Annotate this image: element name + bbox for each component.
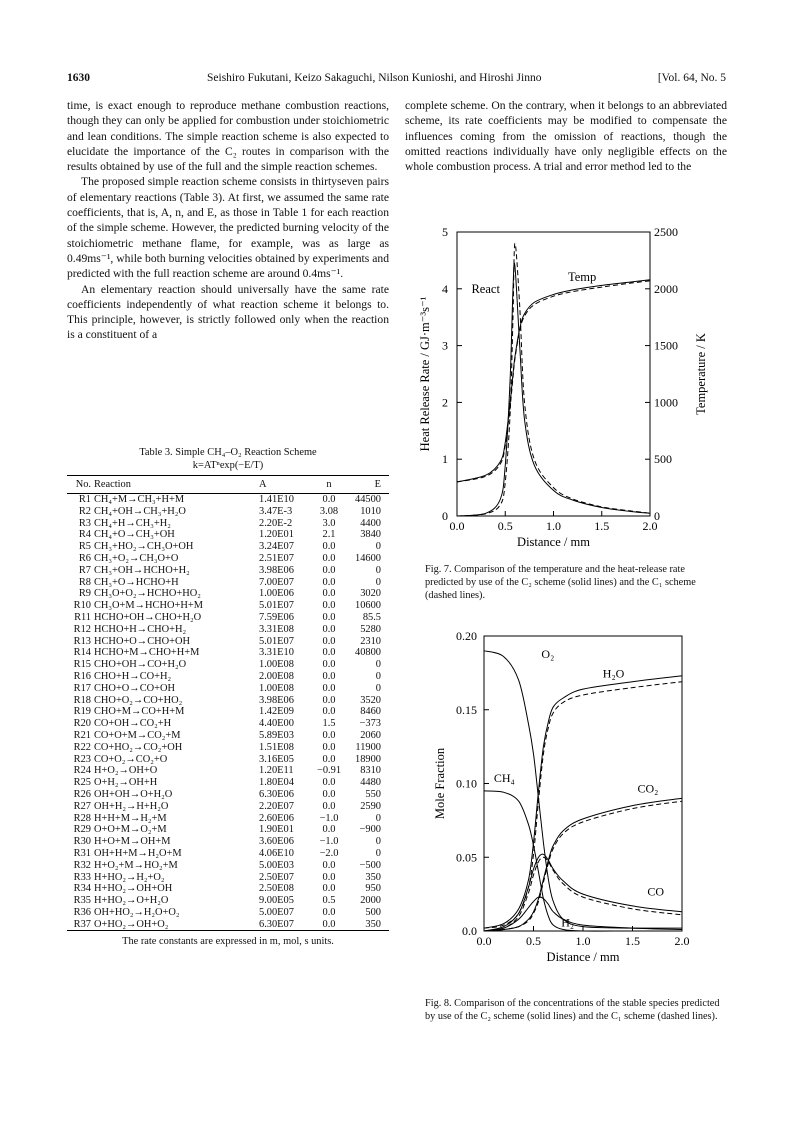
series-temp-solid [457,280,650,482]
series-line-solid [484,897,682,931]
cell-no: R3 [78,517,91,529]
y-tick-label: 0.10 [456,776,477,791]
header-a: A [259,476,315,494]
table-row [67,647,389,659]
table-row [67,506,389,518]
x-axis-label: Distance / mm [517,535,590,549]
table-row [67,624,389,636]
table-formula: k=ATⁿexp(−E/T) [192,460,264,471]
table-row [67,565,389,577]
cell-a: 2.20E-2 [259,517,293,529]
cell-no: R25 [73,777,91,789]
cell-reaction: CHO+O→CO+OH [94,682,175,694]
cell-a: 1.80E04 [259,777,294,789]
cell-n: 0.0 [322,694,336,706]
running-header [67,72,726,88]
table-row [67,541,389,553]
table-row [67,777,389,789]
cell-e: 0 [375,659,381,671]
cell-n: 0.0 [322,777,336,789]
right-tick-label: 1500 [654,338,678,353]
cell-a: 1.00E06 [259,588,294,600]
x-tick-label: 0.5 [497,519,513,533]
cell-no: R24 [73,765,91,777]
cell-a: 1.41E10 [259,494,294,505]
cell-reaction: H+HO₂→H₂+O₂ [94,871,165,883]
cell-a: 2.60E06 [259,812,294,824]
table-row [67,765,389,777]
cell-no: R9 [78,588,91,600]
cell-reaction: CHO+H→CO+H₂ [94,670,172,682]
cell-a: 5.89E03 [259,729,294,741]
volume-info: [Vol. 64, No. 5 [657,72,726,84]
cell-no: R19 [73,706,91,718]
x-tick-label: 2.0 [674,934,690,948]
label-ch4: CH₄ [493,771,515,786]
x-axis-label: Distance / mm [546,950,620,964]
cell-e: 350 [365,871,381,883]
cell-reaction: CH₄+OH→CH₃+H₂O [94,505,186,517]
cell-no: R29 [73,824,91,836]
cell-e: 0 [375,576,381,588]
header-reaction: Reaction [94,476,259,494]
cell-a: 3.31E10 [259,647,294,659]
cell-n: 0.0 [315,919,343,931]
cell-n: 0.0 [322,576,336,588]
paragraph: The proposed simple reaction scheme consists in thirtyseven pairs of elementary reactions (Table 3). At first, we assumed the same rate coefficients, that is, A, n, and E, as those in Table 1 for each reaction of the simple scheme. However, the predicted burning velocity of the stoichiometric methane flame, for example, was as large as 0.49ms⁻¹, while both burning velocities obtained by experiments and predicted with the full reaction scheme are around 0.4ms⁻¹. [67,175,389,281]
header-n: n [315,476,343,494]
cell-reaction: H+O+M→OH+M [94,836,171,848]
cell-n: 0.0 [322,824,336,836]
table-row [67,789,389,801]
table-row [67,919,389,931]
right-tick-label: 500 [654,452,672,467]
y-tick-label: 0.05 [456,850,477,865]
y-tick-label: 0.15 [456,702,477,717]
cell-reaction: CH₃+OH→HCHO+H₂ [94,564,190,576]
cell-reaction: O+O+M→O₂+M [94,824,167,836]
cell-no: R27 [73,800,91,812]
table-row [67,706,389,718]
cell-e: 4480 [360,777,381,789]
cell-e: 3020 [360,588,381,600]
cell-n: 0.0 [322,552,336,564]
cell-n: 0.0 [322,682,336,694]
cell-a: 1.51E08 [259,741,294,753]
cell-e: 0 [375,564,381,576]
cell-a: 2.50E08 [259,883,294,895]
cell-n: −1.0 [319,836,339,848]
cell-n: 2.1 [322,529,336,541]
cell-reaction: CH₃O+M→HCHO+H+M [94,600,203,612]
right-tick-label: 2500 [654,225,678,239]
cell-e: 40800 [355,647,381,659]
cell-a: 2.20E07 [259,800,294,812]
cell-no: R31 [73,847,91,859]
table-row [67,742,389,754]
table-row [67,883,389,895]
cell-a: 5.00E03 [259,859,294,871]
x-tick-label: 0.0 [449,519,465,533]
cell-no: R26 [73,788,91,800]
cell-reaction: CH₄+H→CH₃+H₂ [94,517,171,529]
table-row [67,683,389,695]
right-column-text [405,98,727,174]
cell-no: R30 [73,836,91,848]
cell-e: 0 [375,670,381,682]
x-tick-label: 1.0 [575,934,591,948]
cell-no: R8 [78,576,91,588]
table-row [67,872,389,884]
cell-e: −900 [359,824,381,836]
y-axis-label: Mole Fraction [433,747,447,820]
cell-a: 3.16E05 [259,753,294,765]
cell-no: R12 [73,623,91,635]
cell-e: 8460 [360,706,381,718]
cell-n: 0.0 [322,906,336,918]
cell-no: R33 [73,871,91,883]
cell-no: R5 [78,541,91,553]
cell-a: 2.00E08 [259,670,294,682]
cell-a: 4.40E00 [259,718,294,730]
cell-reaction: CH₄+O→CH₃+OH [94,529,175,541]
table-row [67,801,389,813]
cell-reaction: H+HO₂→OH+OH [94,883,173,895]
table-row [67,494,389,506]
cell-n: 0.0 [322,729,336,741]
cell-no: R20 [73,718,91,730]
cell-no: R10 [73,600,91,612]
cell-no: R15 [73,659,91,671]
cell-reaction: HCHO+OH→CHO+H₂O [94,611,202,623]
x-tick-label: 1.5 [625,934,640,948]
cell-no: R18 [73,694,91,706]
cell-n: 0.0 [322,600,336,612]
cell-no: R37 [67,919,94,931]
cell-n: 3.08 [319,505,339,517]
cell-n: 0.0 [322,883,336,895]
table-row [67,659,389,671]
cell-n: 0.0 [322,788,336,800]
cell-reaction: CHO+OH→CO+H₂O [94,659,187,671]
cell-a: 1.20E11 [259,765,294,777]
cell-e: 0 [375,847,381,859]
cell-reaction: CO+OH→CO₂+H [94,718,172,730]
cell-reaction: CH₃O+O₂→HCHO+HO₂ [94,588,201,600]
left-tick-label: 4 [442,281,448,296]
cell-no: R34 [73,883,91,895]
figure-8-chart [420,622,720,992]
header-no: No. [67,476,94,494]
paragraph: An elementary reaction should universally have the same rate coefficients independently of what reaction scheme it belongs to. This principle, however, is strictly followed only when the reaction is a constituent of a [67,282,389,342]
table-header-row [67,476,389,494]
x-tick-label: 1.5 [594,519,610,533]
cell-a: 3.24E07 [259,541,294,553]
cell-reaction: HCHO+H→CHO+H₂ [94,623,187,635]
cell-reaction: H+O₂+M→HO₂+M [94,859,178,871]
cell-reaction: OH+HO₂→H₂O+O₂ [94,906,180,918]
left-axis-label: Heat Release Rate / GJ·m⁻³s⁻¹ [418,296,432,452]
cell-e: 950 [365,883,381,895]
y-tick-label: 0.0 [462,924,477,938]
cell-no: R2 [78,505,91,517]
label-h2o: H₂O [602,666,625,681]
cell-e: 350 [343,919,389,931]
paragraph: time, is exact enough to reproduce methane combustion reactions, though they can only be applied for combustion under stoichiometric and lean conditions. The simple reaction scheme is also expected to elucidate the importance of the C₂ routes in comparison with the results obtained by use of the full and the simple reaction schemes. [67,99,389,174]
cell-n: 0.0 [322,635,336,647]
cell-n: 0.0 [322,741,336,753]
table-3 [67,446,389,947]
table-row [67,671,389,683]
cell-reaction: CO+O₂→CO₂+O [94,753,168,765]
table-row [67,836,389,848]
cell-a: 3.47E-3 [259,505,293,517]
cell-n: 1.5 [322,718,336,730]
cell-reaction: H+O₂→OH+O [94,765,158,777]
y-tick-label: 0.20 [456,629,477,643]
table-row [67,588,389,600]
cell-a: 5.00E07 [259,906,294,918]
series-react-solid [457,263,650,516]
cell-a: 3.31E08 [259,623,294,635]
cell-n: −2.0 [319,847,339,859]
cell-reaction: O+HO₂→OH+O₂ [94,919,259,931]
cell-no: R35 [73,895,91,907]
cell-e: 5280 [360,623,381,635]
label-h2: H₂ [561,915,575,930]
cell-n: −1.0 [319,812,339,824]
cell-a: 5.01E07 [259,600,294,612]
series-line-solid [484,798,682,931]
cell-n: 0.0 [322,871,336,883]
cell-n: 0.0 [322,659,336,671]
cell-n: 0.0 [322,647,336,659]
figure-7-caption: Fig. 7. Comparison of the temperature and the heat-release rate predicted by use of the C₂ scheme (solid lines) and the C₁ scheme (dashed lines). [425,564,696,602]
label-temp: Temp [567,269,597,284]
cell-a: 3.98E06 [259,564,294,576]
cell-n: 0.5 [322,895,336,907]
header-e: E [343,476,389,494]
cell-n: 0.0 [322,800,336,812]
table-row [67,553,389,565]
right-tick-label: 2000 [654,281,678,296]
cell-e: 500 [365,906,381,918]
label-react: React [471,281,500,296]
cell-a: 2.50E07 [259,871,294,883]
cell-reaction: CH₄+M→CH₃+H+M [94,494,185,505]
cell-a: 7.59E06 [259,611,294,623]
cell-e: 1010 [360,505,381,517]
cell-no: R4 [78,529,91,541]
cell-e: 3840 [360,529,381,541]
cell-e: 550 [365,788,381,800]
cell-e: 0 [375,812,381,824]
label-o2: O₂ [541,647,555,662]
cell-reaction: CHO+O₂→CO+HO₂ [94,694,183,706]
cell-n: 0.0 [322,541,336,553]
cell-e: 2000 [360,895,381,907]
label-co: CO [647,884,665,899]
cell-a: 3.60E06 [259,836,294,848]
cell-a: 6.30E07 [259,919,315,931]
cell-n: 3.0 [322,517,336,529]
cell-a: 1.42E09 [259,706,294,718]
cell-a: 1.00E08 [259,659,294,671]
cell-reaction: O+H₂→OH+H [94,777,158,789]
figure-8-caption: Fig. 8. Comparison of the concentrations of the stable species predicted by use of the C₂ scheme (solid lines) and the C₁ scheme (dashed lines). [425,998,720,1023]
right-tick-label: 0 [654,509,660,523]
cell-reaction: H+HO₂→O+H₂O [94,895,169,907]
cell-a: 6.30E06 [259,788,294,800]
cell-a: 1.00E08 [259,682,294,694]
cell-no: R14 [73,647,91,659]
table-row [67,612,389,624]
cell-no: R6 [78,552,91,564]
cell-no: R1 [78,494,91,505]
cell-e: 0 [375,836,381,848]
cell-e: 0 [375,682,381,694]
cell-e: 44500 [355,494,381,505]
cell-reaction: HCHO+O→CHO+OH [94,635,191,647]
cell-e: 14600 [355,552,381,564]
cell-no: R21 [73,729,91,741]
cell-a: 9.00E05 [259,895,294,907]
cell-n: 0.0 [322,706,336,718]
cell-reaction: OH+H₂→H+H₂O [94,800,169,812]
cell-no: R16 [73,670,91,682]
cell-a: 2.51E07 [259,552,294,564]
cell-n: −0.91 [316,765,342,777]
cell-no: R13 [73,635,91,647]
cell-reaction: OH+OH→O+H₂O [94,788,173,800]
cell-a: 7.00E07 [259,576,294,588]
cell-a: 1.20E01 [259,529,294,541]
table-row [67,848,389,860]
cell-reaction: CO+HO₂→CO₂+OH [94,741,183,753]
plot-frame [457,232,650,516]
cell-e: 2060 [360,729,381,741]
cell-reaction: CHO+M→CO+H+M [94,706,185,718]
cell-no: R11 [74,611,91,623]
x-tick-label: 2.0 [642,519,658,533]
cell-reaction: CH₃+O₂→CH₃O+O [94,552,179,564]
table-row [67,695,389,707]
left-column-text [67,98,389,343]
x-tick-label: 0.0 [476,934,492,948]
x-tick-label: 1.0 [546,519,561,533]
cell-reaction: H+H+M→H₂+M [94,812,167,824]
cell-e: 85.5 [362,611,381,623]
table-row [67,518,389,530]
cell-reaction: CH₃+O→HCHO+H [94,576,179,588]
cell-no: R7 [78,564,91,576]
cell-e: 18900 [355,753,381,765]
cell-e: 11900 [355,741,381,753]
series-temp-dashed [457,281,650,482]
left-tick-label: 3 [442,338,448,353]
table-title: Table 3. Simple CH₄–O₂ Reaction Scheme [139,447,317,458]
series-line-solid [484,791,682,931]
table-row [67,600,389,612]
cell-no: R23 [73,753,91,765]
left-tick-label: 0 [442,509,448,523]
cell-a: 1.90E01 [259,824,294,836]
page-number: 1630 [67,72,90,84]
cell-e: −500 [359,859,381,871]
table-row [67,907,389,919]
left-tick-label: 5 [442,225,448,239]
table-body [67,494,389,931]
cell-n: 0.0 [322,564,336,576]
table-note: The rate constants are expressed in m, mol, s units. [122,936,334,948]
cell-no: R32 [73,859,91,871]
cell-n: 0.0 [322,588,336,600]
paragraph: complete scheme. On the contrary, when it belongs to an abbreviated scheme, its rate coefficients may be modified to compensate the influences coming from the omission of reactions, though the omitted reactions individually have only negligible effects on the whole combustion process. A trial and error method led to the [405,99,727,174]
table-row [67,529,389,541]
cell-e: 3520 [360,694,381,706]
table-row [67,754,389,766]
author-line: Seishiro Fukutani, Keizo Sakaguchi, Nilson Kunioshi, and Hiroshi Jinno [207,72,542,84]
label-co2: CO₂ [637,781,659,796]
x-tick-label: 0.5 [526,934,541,948]
left-tick-label: 2 [442,395,448,410]
table-row [67,577,389,589]
reaction-table [67,475,389,931]
table-row [67,636,389,648]
cell-n: 0.0 [322,753,336,765]
cell-a: 4.06E10 [259,847,294,859]
cell-n: 0.0 [322,670,336,682]
cell-no: R17 [73,682,91,694]
table-row [67,895,389,907]
cell-e: 8310 [360,765,381,777]
figure-7-chart [405,222,725,560]
cell-e: 0 [375,541,381,553]
cell-e: −373 [359,718,381,730]
cell-a: 3.98E06 [259,694,294,706]
cell-no: R36 [73,906,91,918]
cell-e: 10600 [355,600,381,612]
cell-reaction: CH₃+HO₂→CH₃O+OH [94,541,194,553]
cell-n: 0.0 [322,611,336,623]
cell-n: 0.0 [322,859,336,871]
cell-reaction: CO+O+M→CO₂+M [94,729,181,741]
cell-no: R22 [73,741,91,753]
left-tick-label: 1 [442,452,448,467]
cell-e: 2590 [360,800,381,812]
table-row [67,860,389,872]
cell-n: 0.0 [322,494,336,505]
table-row [67,730,389,742]
right-tick-label: 1000 [654,395,678,410]
table-row [67,718,389,730]
cell-e: 4400 [360,517,381,529]
cell-n: 0.0 [322,623,336,635]
cell-reaction: OH+H+M→H₂O+M [94,847,182,859]
right-axis-label: Temperature / K [694,333,708,415]
table-row [67,813,389,825]
table-row [67,824,389,836]
cell-reaction: HCHO+M→CHO+H+M [94,647,200,659]
cell-no: R28 [73,812,91,824]
cell-a: 5.01E07 [259,635,294,647]
cell-e: 2310 [360,635,381,647]
